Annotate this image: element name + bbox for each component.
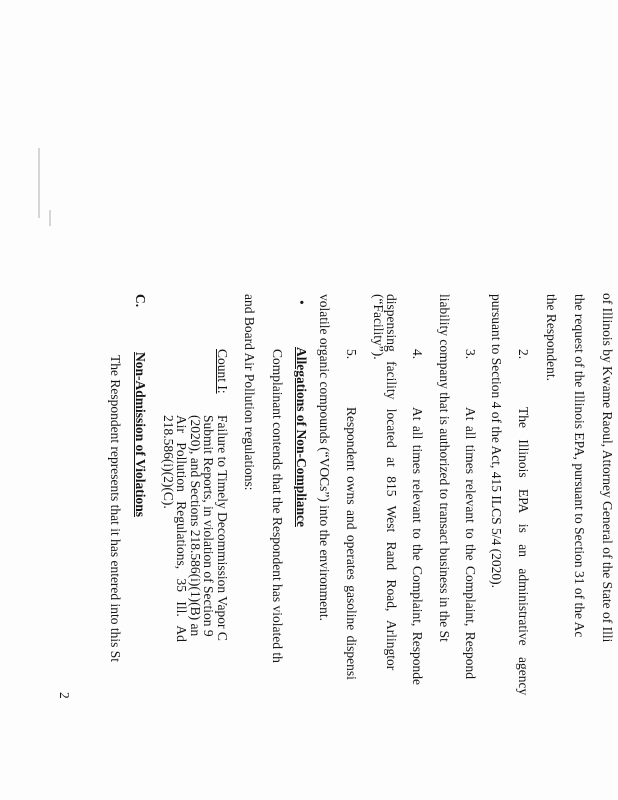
para2-line2: pursuant to Section 4 of the Act, 415 ILCS 5/4 (2020). [489, 294, 504, 588]
para3-number: 3. [463, 349, 478, 360]
count1-label: Count I: [215, 349, 230, 394]
section-c-heading: Non-Admission of Violations [133, 352, 148, 518]
para1-line3: the Respondent. [544, 294, 559, 381]
count1-line5: 218.586(i)(2)(C). [161, 415, 176, 509]
count1-line3: (2020), and Sections 218.586(i)(1)(B) an [188, 415, 203, 637]
para4-number: 4. [410, 349, 425, 360]
para2-number: 2. [516, 349, 531, 360]
para2-line1: The Illinois EPA is an administrative agency [516, 407, 531, 696]
count1-line2: Submit Reports, in violation of Section 9 [201, 415, 216, 637]
para5-line1: Respondent owns and operates gasoline dispensi [344, 407, 359, 680]
para5-line2: volatile organic compounds (“VOCs”) into the environment. [317, 294, 332, 622]
para4-line1: At all times relevant to the Complaint, Responde [410, 407, 425, 685]
section-b-line2: and Board Air Pollution regulations: [242, 294, 257, 491]
count1-line1: Failure to Timely Decommission Vapor C [215, 415, 230, 641]
section-b-marker: • [294, 300, 309, 305]
para3-line2: liability company that is authorized to transact business in the St [437, 294, 452, 642]
para1-line1: of Illinois by Kwame Raoul, Attorney General of the State of Illi [600, 293, 615, 643]
para5-number: 5. [344, 349, 359, 360]
section-b-line1: Complainant contends that the Respondent has violated th [270, 349, 285, 663]
page-number: 2 [57, 692, 72, 699]
para4-line2: dispensing facility located at 815 West Rand Road, Arlingtor [384, 294, 399, 671]
section-c-letter: C. [133, 294, 148, 308]
scan-mark [49, 210, 51, 226]
count1-line4: Air Pollution Regulations, 35 Ill. Ad [174, 415, 189, 642]
para3-line1: At all times relevant to the Complaint, Respond [463, 407, 478, 679]
section-b-heading: Allegations of Non-Compliance [294, 347, 309, 527]
section-c-line1: The Respondent represents that it has entered into this St [108, 355, 123, 663]
scan-mark [38, 148, 40, 218]
para1-line2: the request of the Illinois EPA, pursuant to Section 31 of the Ac [572, 294, 587, 638]
para4-line3: (“Facility”). [371, 294, 386, 360]
